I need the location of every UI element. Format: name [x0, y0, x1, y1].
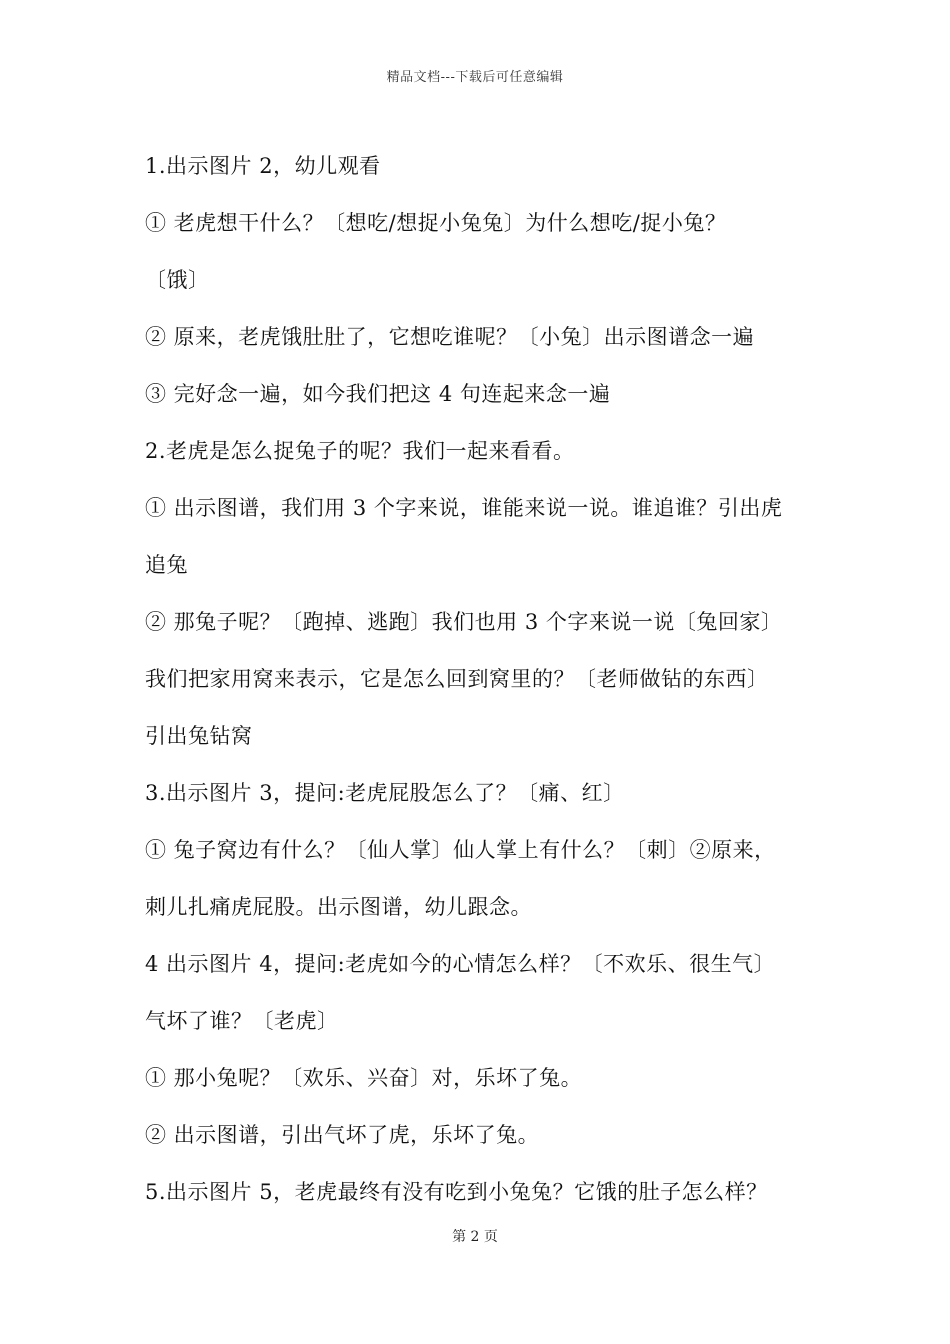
text-line: ② 原来，老虎饿肚肚了，它想吃谁呢？〔小兔〕出示图谱念一遍 — [145, 325, 755, 349]
text-line: 4 出示图片 4，提问:老虎如今的心情怎么样？〔不欢乐、很生气〕 — [145, 952, 776, 976]
page-header: 精品文档---下载后可任意编辑 — [386, 70, 564, 85]
text-line: ① 出示图谱，我们用 3 个字来说，谁能来说一说。谁追谁？引出虎 — [145, 496, 783, 520]
text-line: ① 兔子窝边有什么？〔仙人掌〕仙人掌上有什么？〔刺〕②原来， — [145, 838, 776, 862]
page-number: 第 2 页 — [452, 1229, 498, 1245]
text-line: ① 那小兔呢？〔欢乐、兴奋〕对，乐坏了兔。 — [145, 1066, 583, 1090]
text-line: 5.出示图片 5，老虎最终有没有吃到小兔兔？它饿的肚子怎么样？ — [145, 1180, 768, 1204]
text-line: 引出兔钻窝 — [145, 724, 253, 748]
text-line: 1.出示图片 2，幼儿观看 — [145, 154, 381, 178]
text-line: ① 老虎想干什么？〔想吃/想捉小兔兔〕为什么想吃/捉小兔？ — [145, 211, 727, 235]
text-line: 我们把家用窝来表示，它是怎么回到窝里的？〔老师做钻的东西〕 — [145, 667, 769, 691]
text-line: ② 出示图谱，引出气坏了虎，乐坏了兔。 — [145, 1123, 540, 1147]
text-line: 刺儿扎痛虎屁股。出示图谱，幼儿跟念。 — [145, 895, 532, 919]
text-line: 气坏了谁？〔老虎〕 — [145, 1009, 339, 1033]
text-line: ③ 完好念一遍，如今我们把这 4 句连起来念一遍 — [145, 382, 611, 406]
text-line: 2.老虎是怎么捉兔子的呢？我们一起来看看。 — [145, 439, 575, 463]
text-line: 追兔 — [145, 553, 188, 577]
document-body — [145, 138, 825, 1221]
text-line: ② 那兔子呢？〔跑掉、逃跑〕我们也用 3 个字来说一说〔兔回家〕 — [145, 610, 783, 634]
text-line: 3.出示图片 3，提问:老虎屁股怎么了？〔痛、红〕 — [145, 781, 625, 805]
text-line: 〔饿〕 — [145, 268, 210, 292]
